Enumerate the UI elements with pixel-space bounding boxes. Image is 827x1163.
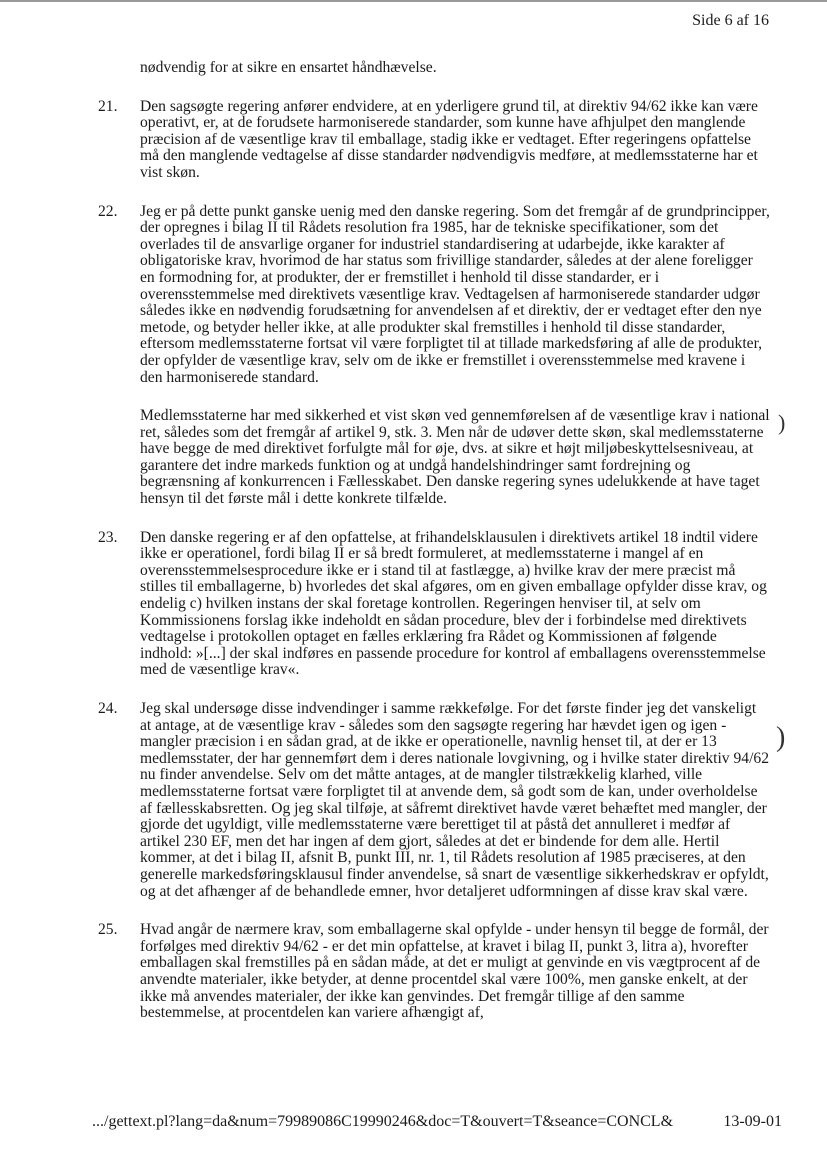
binder-hole-mark-lower: ) xyxy=(776,722,786,753)
paragraph-body xyxy=(140,530,770,679)
paragraph-body xyxy=(140,99,770,182)
paragraph-number: 21. xyxy=(98,97,118,115)
paragraph-text: Medlemsstaterne har med sikkerhed et vist skøn ved gennemførelsen af de væsentlige krav i national ret, således som det fremgår af artikel 9, stk. 3. Men når de udøver dette skøn, skal medlemsstaterne have begge de med direktivet forfulgte mål for øje, dvs. at sikre et højt miljøbeskyttelsesniveau, at garantere det indre markeds funktion og at undgå handelshindringer samt fordrejning og begrænsning af konkurrencen i Fællesskabet. Den danske regering synes udelukkende at have taget hensyn til det første mål i dette konkrete tilfælde. xyxy=(140,407,770,508)
paragraph-body xyxy=(140,204,770,508)
paragraph-text: Jeg skal undersøge disse indvendinger i samme rækkefølge. For det første finder jeg det vanskeligt at antage, at de væsentlige krav - således som den sagsøgte regering har hævdet igen og igen - mangler præcision i en sådan grad, at de ikke er operationelle, navnlig henset til, at der er 13 medlemsstater, der har gennemført dem i deres nationale lovgivning, og i hvilke stater direktiv 94/62 nu finder anvendelse. Selv om det måtte antages, at de mangler tilstrækkelig klarhed, ville medlemsstaterne fortsat være forpligtet til at anvende dem, så godt som de kan, under overholdelse af fællesskabsretten. Og jeg skal tilføje, at såfremt direktivet havde været behæftet med mangler, der gjorde det ugyldigt, ville medlemsstaterne være berettiget til at påstå det annulleret i medfør af artikel 230 EF, men det har ingen af dem gjort, således at det er bindende for dem alle. Hertil kommer, at det i bilag II, afsnit B, punkt III, nr. 1, til Rådets resolution af 1985 præciseres, at den generelle markedsføringsklausul finder anvendelse, så snart de væsentlige sikkerhedskrav er opfyldt, og at det afhænger af de behandlede emner, hvor detaljeret udformningen af disse krav skal være. xyxy=(140,700,770,900)
intro-text: nødvendig for at sikre en ensartet håndhævelse. xyxy=(140,59,437,76)
page-number: Side 6 af 16 xyxy=(692,12,769,29)
paragraph-text: Jeg er på dette punkt ganske uenig med den danske regering. Som det fremgår af de grundprincipper, der opregnes i bilag II til Rådets resolution fra 1985, har de tekniske specifikationer, som det overlades til de ansvarlige organer for industriel standardisering at udarbejde, ikke karakter af obligatoriske krav, hvorimod de har status som frivillige standarder, således at der alene foreligger en formodning for, at produkter, der er fremstillet i henhold til disse standarder, er i overensstemmelse med direktivets væsentlige krav. Vedtagelsen af harmoniserede standarder udgør således ikke en nødvendig forudsætning for anvendelsen af et direktiv, der er vedtaget efter den nye metode, og betyder heller ikke, at alle produkter skal fremstilles i henhold til disse standarder, eftersom medlemsstaterne fortsat vil være forpligtet til at tillade markedsføring af alle de produkter, der opfylder de væsentlige krav, selv om de ikke er fremstillet i overensstemmelse med kravene i den harmoniserede standard. xyxy=(140,202,770,386)
paragraph-number: 24. xyxy=(98,700,118,717)
paragraph-number: 22. xyxy=(98,202,118,220)
paragraph-body xyxy=(140,922,770,1022)
paragraph-21 xyxy=(98,99,770,182)
page-footer xyxy=(92,1113,782,1131)
paragraph-text: Den sagsøgte regering anfører endvidere, at en yderligere grund til, at direktiv 94/62 ikke kan være operativt, er, at de forudsete harmoniserede standarder, som kunne have afhjulpet den manglende præcision af de væsentlige krav til emballage, stadig ikke er vedtaget. Efter regeringens opfattelse må den manglende vedtagelse af disse standarder nødvendigvis medføre, at medlemsstaterne har et vist skøn. xyxy=(140,97,758,181)
top-rule xyxy=(0,0,827,2)
paragraph-text: Hvad angår de nærmere krav, som emballagerne skal opfylde - under hensyn til begge de formål, der forfølges med direktiv 94/62 - er det min opfattelse, at kravet i bilag II, punkt 3, litra a), hvorefter emballagen skal fremstilles på en sådan måde, at det er muligt at genvinde en vis vægtprocent af de anvendte materialer, ikke betyder, at denne procentdel skal være 100%, men ganske enkelt, at der ikke må anvendes materialer, der ikke kan genvindes. Det fremgår tillige af den samme bestemmelse, at procentdelen kan variere afhængigt af, xyxy=(140,921,769,1022)
paragraph-text: Den danske regering er af den opfattelse, at frihandelsklausulen i direktivets artikel 18 indtil videre ikke er operationel, fordi bilag II er så bredt formuleret, at medlemsstaterne i mangel af en overensstemmelsesprocedure ikke er i stand til at fastlægge, a) hvilke krav der mere præcist må stilles til emballagerne, b) hvorledes det skal afgøres, om en given emballage opfylder disse krav, og endelig c) hvilken instans der skal foretage kontrollen. Regeringen henviser til, at selv om Kommissionens forslag ikke indeholdt en sådan procedure, blev der i forbindelse med direktivets vedtagelse i protokollen optaget en fælles erklæring fra Rådet og Kommissionen af følgende indhold: »[...] der skal indføres en passende procedure for kontrol af emballagens overensstemmelse med de væsentlige krav«. xyxy=(140,528,767,679)
binder-hole-mark-upper: ) xyxy=(778,410,786,435)
paragraph-22 xyxy=(98,204,770,508)
footer-url: .../gettext.pl?lang=da&num=79989086C19990246&doc=T&ouvert=T&seance=CONCL& xyxy=(92,1113,674,1130)
paragraph-number: 23. xyxy=(98,528,118,546)
paragraph-number: 25. xyxy=(98,921,118,939)
paragraph-23 xyxy=(98,530,770,679)
document-body xyxy=(98,60,770,1044)
footer-date: 13-09-01 xyxy=(723,1113,782,1130)
paragraph-25 xyxy=(98,922,770,1022)
paragraph-24 xyxy=(98,701,770,900)
paragraph-body xyxy=(140,701,770,900)
